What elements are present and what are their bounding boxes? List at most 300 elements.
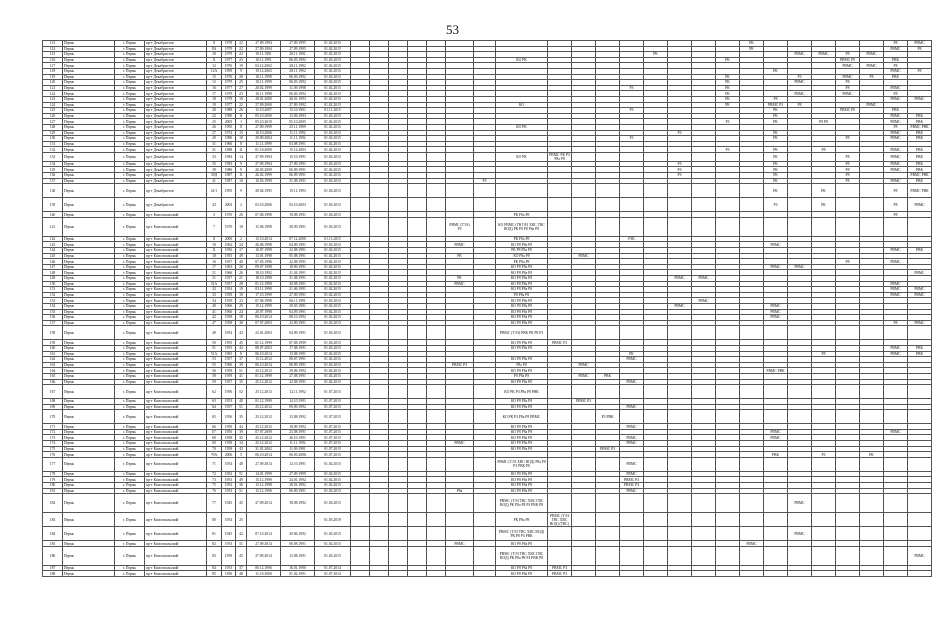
date-2-cell: 22.08.1991 (281, 379, 315, 385)
build-year-cell: 1963 (222, 264, 236, 270)
house-number-cell: 56 (207, 368, 222, 374)
work-type-cell (812, 527, 836, 541)
build-year-cell: 1954 (222, 326, 236, 340)
work-type-cell (474, 513, 496, 527)
work-type-cell (716, 527, 740, 541)
work-type-cell (427, 217, 446, 236)
floors-cell: 36 (236, 483, 247, 489)
date-3-cell: 01.07.2015 (315, 410, 351, 424)
work-type-cell: КО Р8 Р8а Р8 (496, 446, 548, 452)
work-type-cell (764, 385, 788, 399)
date-2-cell: 29.05.1991 (281, 303, 315, 309)
work-type-cell: РВМС РЗ (764, 102, 788, 108)
date-3-cell: 01.02.2015 (315, 541, 351, 547)
work-type-cell: РВМС РЗ (596, 446, 620, 452)
floors-cell: 48 (236, 399, 247, 405)
work-type-cell (812, 571, 836, 577)
row-number-cell: 173 (43, 435, 63, 441)
date-1-cell: 25.12.2012 (247, 441, 281, 447)
work-type-cell (644, 546, 668, 565)
work-type-cell: РК Р8 Р8а Р8 (496, 248, 548, 254)
work-type-cell (644, 513, 668, 527)
work-type-cell: РВМС (788, 91, 812, 97)
floors-cell: 45 (236, 494, 247, 513)
work-type-cell (740, 326, 764, 340)
work-type-cell (668, 494, 692, 513)
work-type-cell (427, 571, 446, 577)
street-cell: пр-т Комсомольский (145, 362, 207, 368)
work-type-cell: РВК (884, 74, 908, 80)
build-year-cell: 1966 (222, 303, 236, 309)
work-type-cell: РВМС (884, 136, 908, 142)
date-2-cell: 11.09.1991 (281, 446, 315, 452)
street-cell: пр-т Комсомольский (145, 546, 207, 565)
date-1-cell: 14.01.1999 (247, 471, 281, 477)
work-type-cell (351, 457, 370, 471)
house-number-cell: 71 (207, 457, 222, 471)
build-year-cell: 1972 (222, 130, 236, 136)
house-number-cell: 25 (207, 119, 222, 125)
settlement-cell: г. Пермь (115, 362, 145, 368)
work-type-cell (692, 410, 716, 424)
work-type-cell (351, 217, 370, 236)
work-type-cell (812, 457, 836, 471)
work-type-cell: РВК (596, 373, 620, 379)
floors-cell: 38 (236, 320, 247, 326)
date-3-cell: 01.02.2015 (315, 345, 351, 351)
work-type-cell: Р8 (884, 198, 908, 212)
work-type-cell: РК (644, 52, 668, 58)
street-cell: пр-т Комсомольский (145, 541, 207, 547)
date-1-cell: 18.10.1998 (247, 276, 281, 282)
municipality-cell: Пермь (63, 102, 115, 108)
street-cell: пр-т Комсомольский (145, 309, 207, 315)
settlement-cell: г. Пермь (115, 264, 145, 270)
work-type-cell: Р8а Р8 (496, 362, 548, 368)
municipality-cell: Пермь (63, 198, 115, 212)
work-type-cell (474, 217, 496, 236)
date-3-cell: 01.05.2019 (315, 513, 351, 527)
date-2-cell: 13.06.1993 (281, 113, 315, 119)
work-type-cell (764, 494, 788, 513)
street-cell: пр-т Декабристов (145, 167, 207, 173)
settlement-cell: г. Пермь (115, 119, 145, 125)
work-type-cell (572, 527, 596, 541)
work-type-cell (446, 410, 474, 424)
municipality-cell: Пермь (63, 320, 115, 326)
floors-cell: 14 (236, 152, 247, 161)
row-number-cell: 161 (43, 351, 63, 357)
date-2-cell: 27.09.1995 (281, 41, 315, 47)
settlement-cell: г. Пермь (115, 167, 145, 173)
build-year-cell: 1954 (222, 457, 236, 471)
municipality-cell: Пермь (63, 488, 115, 494)
floors-cell: 8 (236, 141, 247, 147)
work-type-cell (572, 217, 596, 236)
work-type-cell (644, 410, 668, 424)
work-type-cell: РВМС (788, 52, 812, 58)
date-2-cell (281, 513, 315, 527)
settlement-cell: г. Пермь (115, 303, 145, 309)
house-number-cell: 64 (207, 404, 222, 410)
work-type-cell (764, 527, 788, 541)
house-number-cell: 7 (207, 217, 222, 236)
work-type-cell: РВМС (884, 429, 908, 435)
street-cell: пр-т Комсомольский (145, 385, 207, 399)
date-2-cell: 27.09.1999 (281, 471, 315, 477)
settlement-cell: г. Пермь (115, 541, 145, 547)
floors-cell: 20 (236, 212, 247, 218)
street-cell: пр-т Комсомольский (145, 368, 207, 374)
municipality-cell: Пермь (63, 541, 115, 547)
work-type-cell: РВМС (884, 147, 908, 153)
municipality-cell: Пермь (63, 446, 115, 452)
work-type-cell: КО (496, 102, 548, 108)
table-row (43, 184, 932, 198)
build-year-cell: 1979 (222, 91, 236, 97)
settlement-cell: г. Пермь (115, 373, 145, 379)
date-3-cell: 01.02.2015 (315, 173, 351, 179)
floors-cell: 35 (236, 435, 247, 441)
row-number-cell: 116 (43, 57, 63, 63)
build-year-cell: 1957 (222, 259, 236, 265)
work-type-cell: РВМС (764, 435, 788, 441)
row-number-cell: 170 (43, 410, 63, 424)
row-number-cell: 183 (43, 513, 63, 527)
work-type-cell: РВМС (884, 281, 908, 287)
house-number-cell: 31 (207, 147, 222, 153)
date-1-cell: 01.12.1998 (247, 281, 281, 287)
build-year-cell: 1983 (222, 161, 236, 167)
work-type-cell (692, 326, 716, 340)
work-type-cell (351, 184, 370, 198)
settlement-cell: г. Пермь (115, 546, 145, 565)
table-row (43, 217, 932, 236)
house-number-cell: 67 (207, 429, 222, 435)
work-type-cell: РЗ (788, 74, 812, 80)
street-cell: пр-т Комсомольский (145, 253, 207, 259)
build-year-cell: 1958 (222, 315, 236, 321)
settlement-cell: г. Пермь (115, 173, 145, 179)
date-2-cell: 19.08.1991 (281, 212, 315, 218)
date-3-cell: 01.02.2015 (315, 80, 351, 86)
date-3-cell: 01.07.2014 (315, 565, 351, 571)
house-number-cell: 55 (207, 362, 222, 368)
work-type-cell: РВМС (908, 320, 932, 326)
street-cell: пр-т Комсомольский (145, 315, 207, 321)
date-3-cell: 01.02.2015 (315, 198, 351, 212)
build-year-cell: 1953 (222, 565, 236, 571)
build-year-cell: 1958 (222, 320, 236, 326)
build-year-cell: 1959 (222, 292, 236, 298)
build-year-cell: 1988 (222, 108, 236, 114)
floors-cell: 18 (236, 217, 247, 236)
work-type-cell: РК (764, 173, 788, 179)
build-year-cell: 1957 (222, 404, 236, 410)
date-1-cell: 15.06.1998 (247, 217, 281, 236)
work-type-cell (812, 326, 836, 340)
work-type-cell (908, 457, 932, 471)
floors-cell: 23 (236, 298, 247, 304)
date-3-cell: 01.02.2015 (315, 379, 351, 385)
settlement-cell: г. Пермь (115, 309, 145, 315)
municipality-cell: Пермь (63, 452, 115, 458)
date-1-cell: 25.12.2012 (247, 379, 281, 385)
work-type-cell (572, 410, 596, 424)
work-type-cell: РЗ (716, 147, 740, 153)
row-number-cell: 151 (43, 287, 63, 293)
date-3-cell: 01.02.2015 (315, 152, 351, 161)
work-type-cell: КО Р8 Р8а Р8 (496, 287, 548, 293)
work-type-cell: РВМС (860, 63, 884, 69)
build-year-cell: 1956 (222, 410, 236, 424)
date-1-cell: 15.10.2014 (247, 236, 281, 242)
date-3-cell: 01.07.2015 (315, 399, 351, 405)
build-year-cell: 1990 (222, 113, 236, 119)
work-type-cell (474, 527, 496, 541)
work-type-cell (836, 571, 860, 577)
street-cell: пр-т Комсомольский (145, 320, 207, 326)
street-cell: пр-т Декабристов (145, 57, 207, 63)
work-type-cell (668, 326, 692, 340)
work-type-cell (716, 571, 740, 577)
street-cell: пр-т Декабристов (145, 173, 207, 179)
work-type-cell: КО РК РЗ Р8а Р8 РВМС (496, 410, 548, 424)
street-cell: пр-т Декабристов (145, 119, 207, 125)
settlement-cell: г. Пермь (115, 147, 145, 153)
date-1-cell: 27.09.2000 (247, 102, 281, 108)
row-number-cell: 168 (43, 399, 63, 405)
work-type-cell (860, 410, 884, 424)
house-number-cell: 29 (207, 136, 222, 142)
work-type-cell: РВМС (884, 152, 908, 161)
work-type-cell (716, 410, 740, 424)
row-number-cell: 115 (43, 52, 63, 58)
build-year-cell: 1959 (222, 424, 236, 430)
settlement-cell: г. Пермь (115, 340, 145, 346)
work-type-cell (370, 385, 389, 399)
settlement-cell: г. Пермь (115, 161, 145, 167)
row-number-cell: 175 (43, 446, 63, 452)
date-1-cell: 27.09.2014 (247, 546, 281, 565)
work-type-cell: РВМС (620, 457, 644, 471)
work-type-cell: Р8 (908, 68, 932, 74)
street-cell: пр-т Комсомольский (145, 217, 207, 236)
work-type-cell: РВМС (ТЭЗ ХВС ВОД) Р8а Р8 РЗ РВК Р8 (496, 457, 548, 471)
date-2-cell: 27.08.1991 (281, 373, 315, 379)
work-type-cell (389, 184, 408, 198)
settlement-cell: г. Пермь (115, 527, 145, 541)
work-type-cell (548, 410, 572, 424)
work-type-cell: КО Р8а Р8 (496, 253, 548, 259)
work-type-cell: РЗ (668, 161, 692, 167)
street-cell: пр-т Комсомольский (145, 292, 207, 298)
date-1-cell: 11.10.2000 (247, 571, 281, 577)
date-1-cell: 31.01.2002 (247, 446, 281, 452)
work-type-cell: РВМС (788, 527, 812, 541)
floors-cell: 26 (236, 264, 247, 270)
house-number-cell: 33 (207, 292, 222, 298)
work-type-cell: КО Р8 Р8а Р8 (496, 429, 548, 435)
municipality-cell: Пермь (63, 477, 115, 483)
settlement-cell: г. Пермь (115, 68, 145, 74)
date-2-cell: 24.01.1992 (281, 477, 315, 483)
floors-cell: 41 (236, 373, 247, 379)
settlement-cell: г. Пермь (115, 471, 145, 477)
date-1-cell: 23.01.2003 (247, 326, 281, 340)
date-1-cell: 28.01.2000 (247, 96, 281, 102)
date-3-cell: 01.02.2015 (315, 253, 351, 259)
work-type-cell: РК (860, 452, 884, 458)
work-type-cell (644, 217, 668, 236)
date-1-cell: 27.09.2014 (247, 457, 281, 471)
house-number-cell: 82 (207, 541, 222, 547)
date-1-cell: 10.03.1999 (247, 178, 281, 184)
work-type-cell: РВМС (620, 404, 644, 410)
work-type-cell (572, 571, 596, 577)
work-type-cell (668, 527, 692, 541)
work-type-cell (408, 198, 427, 212)
house-number-cell: 17 (207, 264, 222, 270)
work-type-cell: РК (446, 276, 474, 282)
date-3-cell: 01.02.2015 (315, 167, 351, 173)
work-type-cell (474, 152, 496, 161)
floors-cell: 11 (236, 173, 247, 179)
date-3-cell: 01.02.2015 (315, 91, 351, 97)
settlement-cell: г. Пермь (115, 136, 145, 142)
settlement-cell: г. Пермь (115, 74, 145, 80)
work-type-cell: РВМС РЗ (620, 483, 644, 489)
work-type-cell (764, 217, 788, 236)
work-type-cell (370, 527, 389, 541)
work-type-cell: РВМС (446, 441, 474, 447)
build-year-cell: 2005 (222, 119, 236, 125)
municipality-cell: Пермь (63, 184, 115, 198)
street-cell: пр-т Декабристов (145, 102, 207, 108)
work-type-cell (389, 546, 408, 565)
settlement-cell: г. Пермь (115, 441, 145, 447)
floors-cell: 5 (236, 452, 247, 458)
work-type-cell: РК Р8а Р8 (496, 259, 548, 265)
date-2-cell: 27.09.1995 (281, 46, 315, 52)
work-type-cell: Р8 (836, 52, 860, 58)
floors-cell: 25 (236, 513, 247, 527)
work-type-cell (351, 152, 370, 161)
house-number-cell: 84 (207, 565, 222, 571)
floors-cell: 23 (236, 91, 247, 97)
work-type-cell (668, 410, 692, 424)
street-cell: пр-т Комсомольский (145, 471, 207, 477)
settlement-cell: г. Пермь (115, 52, 145, 58)
date-2-cell: 05.08.1991 (281, 253, 315, 259)
municipality-cell: Пермь (63, 303, 115, 309)
settlement-cell: г. Пермь (115, 399, 145, 405)
street-cell: пр-т Комсомольский (145, 571, 207, 577)
work-type-cell: РК (716, 91, 740, 97)
work-type-cell (812, 513, 836, 527)
municipality-cell: Пермь (63, 124, 115, 130)
work-type-cell: КО Р8 Р8а Р8 (496, 340, 548, 346)
build-year-cell: 1954 (222, 513, 236, 527)
date-2-cell: 22.08.1991 (281, 259, 315, 265)
work-type-cell: РК (764, 113, 788, 119)
row-number-cell: 165 (43, 373, 63, 379)
work-type-cell (351, 494, 370, 513)
floors-cell: 51 (236, 488, 247, 494)
municipality-cell: Пермь (63, 527, 115, 541)
municipality-cell: Пермь (63, 315, 115, 321)
street-cell: пр-т Декабристов (145, 147, 207, 153)
row-number-cell: 122 (43, 91, 63, 97)
work-type-cell: РВМС (ТЭЗ ТВС ХВС ГВС ВОД) РК Р8а Р8 РЗ РВК Р8 (496, 546, 548, 565)
municipality-cell: Пермь (63, 385, 115, 399)
row-number-cell: 136 (43, 173, 63, 179)
floors-cell: 18 (236, 136, 247, 142)
table-row (43, 198, 932, 212)
date-3-cell: 01.02.2015 (315, 326, 351, 340)
municipality-cell: Пермь (63, 281, 115, 287)
row-number-cell: 139 (43, 198, 63, 212)
house-number-cell: 47 (207, 320, 222, 326)
street-cell: пр-т Декабристов (145, 52, 207, 58)
row-number-cell: 166 (43, 379, 63, 385)
date-3-cell: 01.02.2015 (315, 46, 351, 52)
work-type-cell (884, 527, 908, 541)
date-1-cell: 20.07.1998 (247, 309, 281, 315)
work-type-cell (474, 385, 496, 399)
street-cell: пр-т Комсомольский (145, 446, 207, 452)
date-3-cell: 01.02.2015 (315, 259, 351, 265)
row-number-cell: 180 (43, 483, 63, 489)
build-year-cell: 1966 (222, 270, 236, 276)
house-number-cell: 59 (207, 379, 222, 385)
table-row (43, 152, 932, 161)
work-type-cell (692, 152, 716, 161)
work-type-cell: РВМС (764, 303, 788, 309)
work-type-cell: РВК (908, 136, 932, 142)
row-number-cell: 118 (43, 68, 63, 74)
row-number-cell: 121 (43, 85, 63, 91)
work-type-cell (427, 184, 446, 198)
build-year-cell: 1953 (222, 488, 236, 494)
settlement-cell: г. Пермь (115, 113, 145, 119)
build-year-cell: 1956 (222, 385, 236, 399)
work-type-cell (692, 513, 716, 527)
work-type-cell (446, 513, 474, 527)
floors-cell: 44 (236, 326, 247, 340)
settlement-cell: г. Пермь (115, 242, 145, 248)
floors-cell: 51 (236, 404, 247, 410)
municipality-cell: Пермь (63, 57, 115, 63)
table-row (43, 410, 932, 424)
work-type-cell: Р8 (884, 63, 908, 69)
street-cell: пр-т Комсомольский (145, 410, 207, 424)
municipality-cell: Пермь (63, 340, 115, 346)
house-number-cell: 12А (207, 68, 222, 74)
build-year-cell: 1959 (222, 546, 236, 565)
work-type-cell: КО Р8 Р8а Р8 (496, 477, 548, 483)
date-3-cell: 01.02.2015 (315, 546, 351, 565)
work-type-cell: КО Р8 Р8а Р8 (496, 270, 548, 276)
street-cell: пр-т Комсомольский (145, 399, 207, 405)
settlement-cell: г. Пермь (115, 298, 145, 304)
work-type-cell (351, 546, 370, 565)
build-year-cell: 1954 (222, 287, 236, 293)
date-2-cell: 31.08.1991 (281, 178, 315, 184)
work-type-cell: РК (716, 85, 740, 91)
date-3-cell: 01.02.2015 (315, 119, 351, 125)
house-number-cell: 81 (207, 527, 222, 541)
